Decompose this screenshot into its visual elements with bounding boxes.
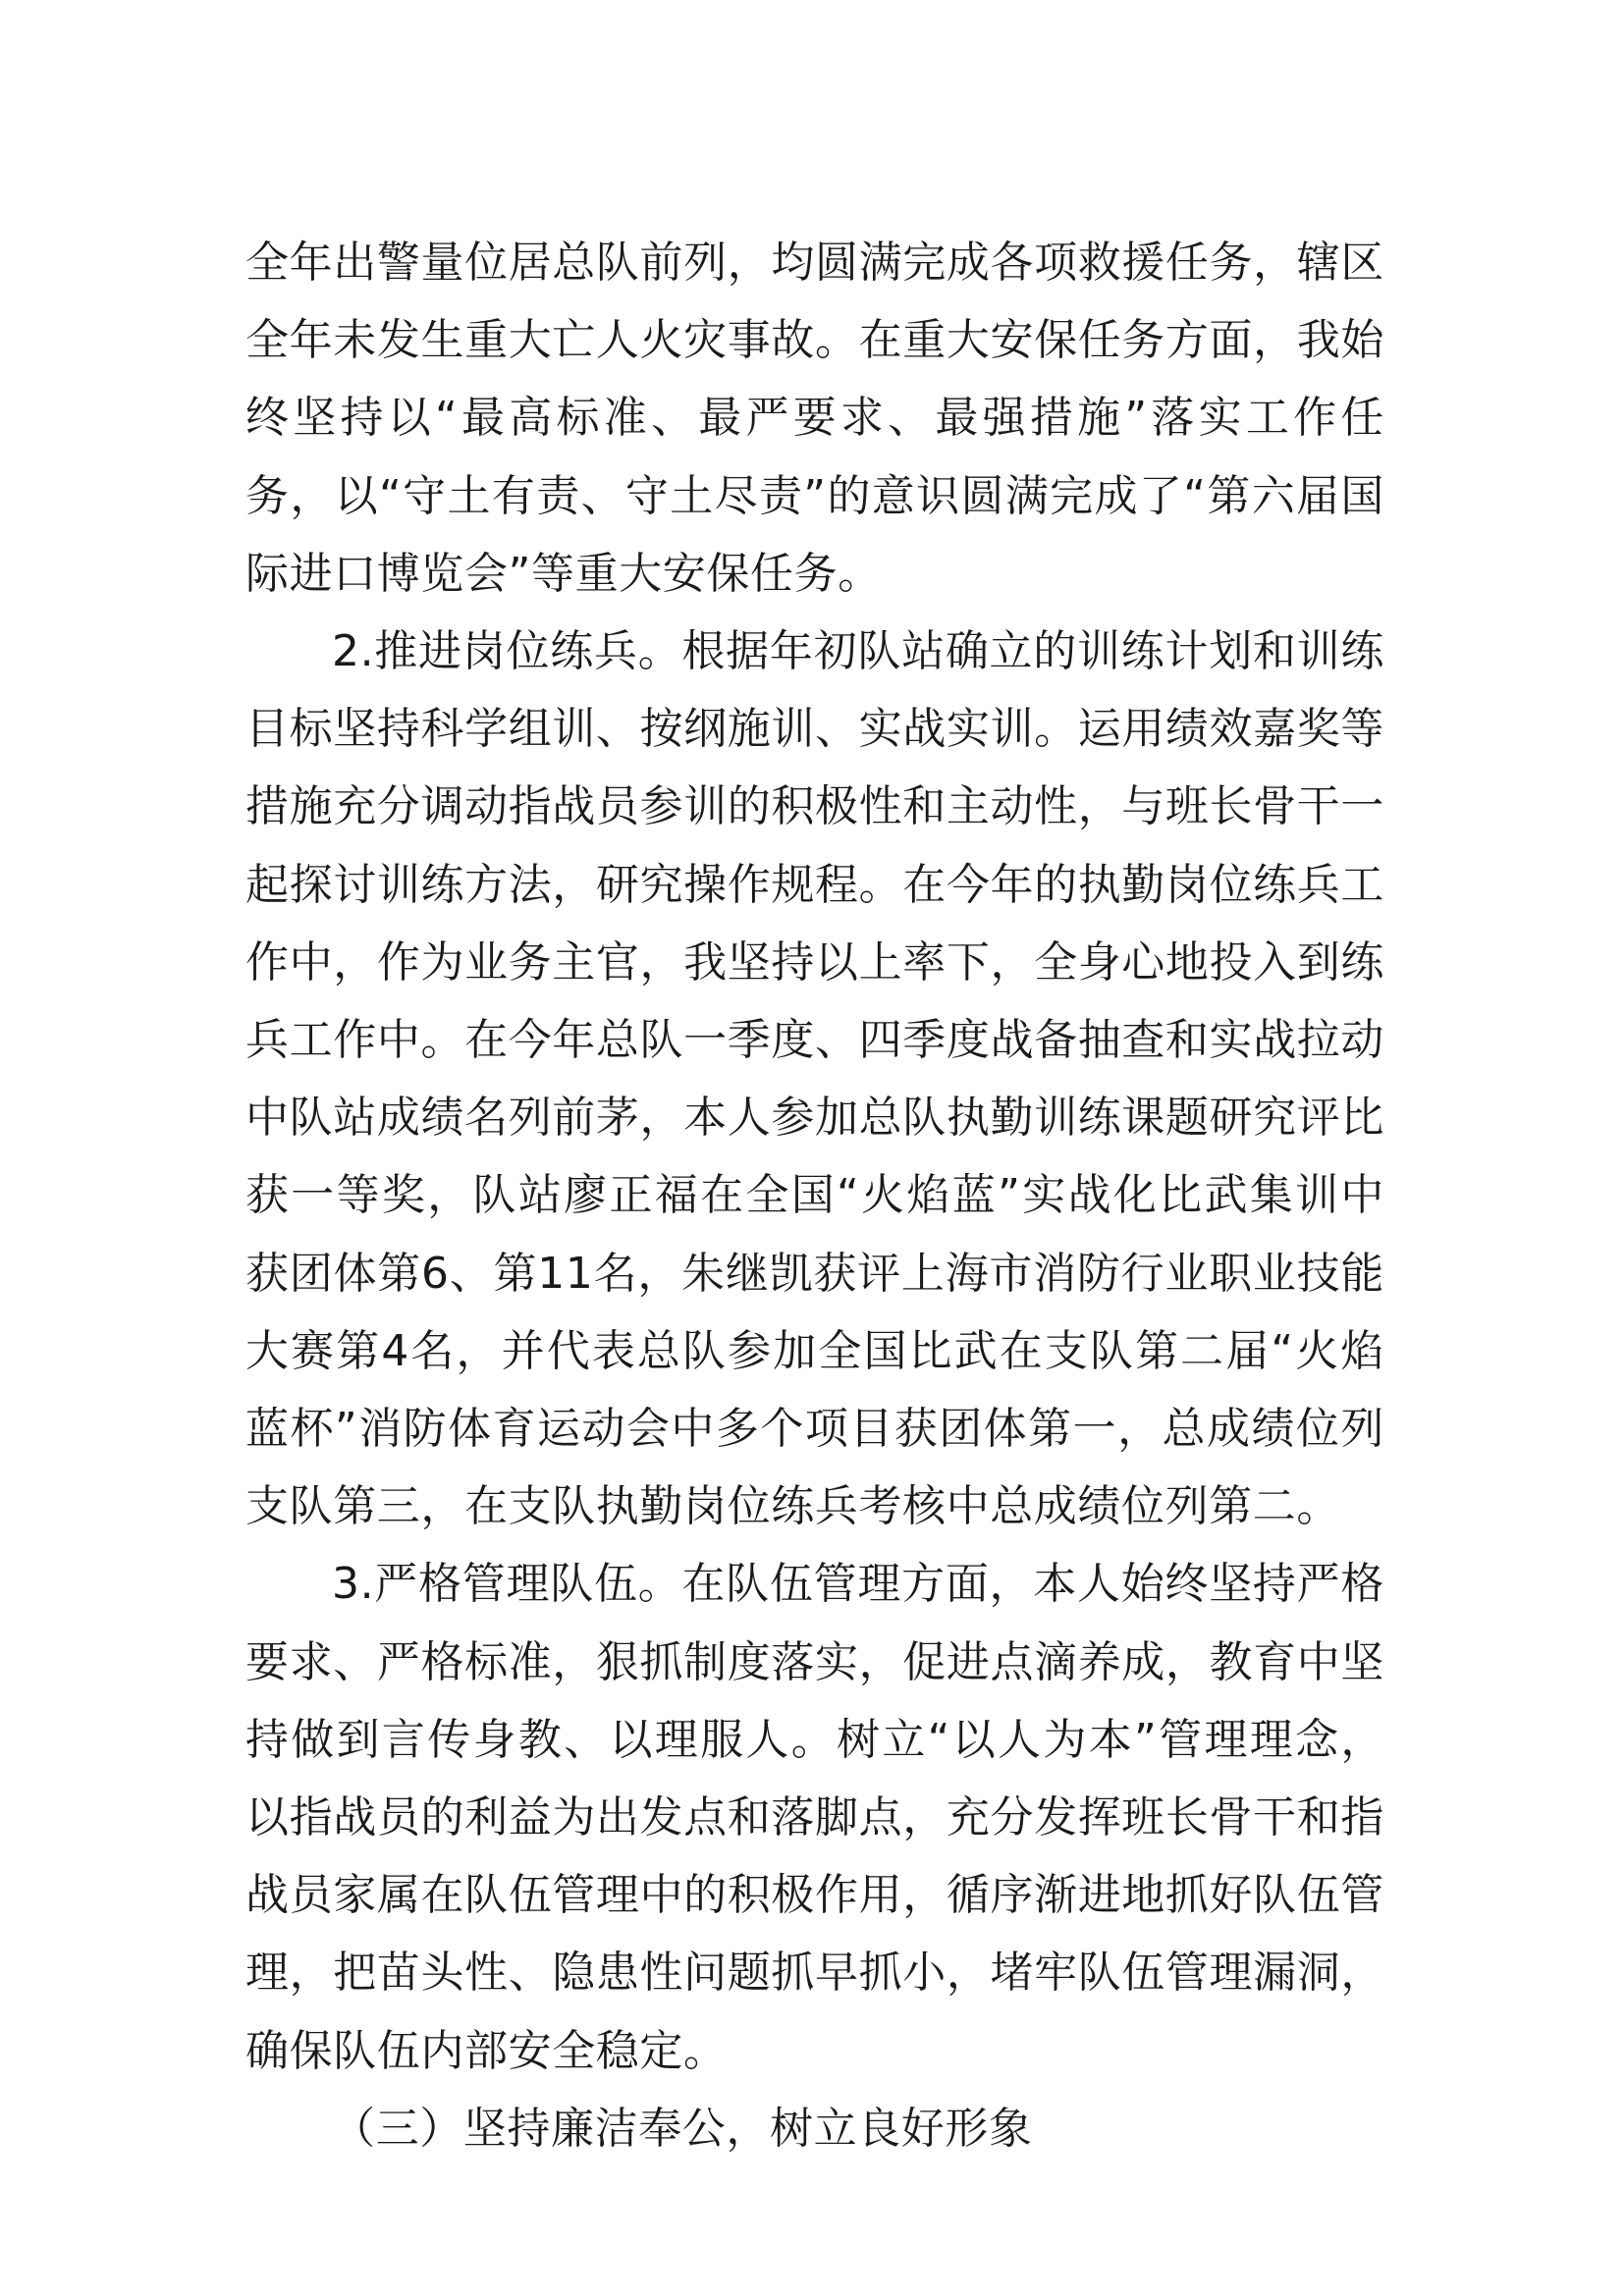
- section-heading: （三）坚持廉洁奉公，树立良好形象: [332, 2103, 1033, 2154]
- paragraph-team-management: 3.严格管理队伍。在队伍管理方面，本人始终坚持严格要求、严格标准，狠抓制度落实，促进点滴养成，教育中坚持做到言传身教、以理服人。树立“以人为本”管理理念，以指战员的利益为出发点和落脚点，充分发挥班长骨干和指战员家属在队伍管理中的积极作用，循序渐进地抓好队伍管理，把苗头性、隐患性问题抓早抓小，堵牢队伍管理漏洞，确保队伍内部安全稳定。: [245, 1559, 1384, 2076]
- paragraph-continuation: 全年出警量位居总队前列，均圆满完成各项救援任务，辖区全年未发生重大亡人火灾事故。在重大安保任务方面，我始终坚持以“最高标准、最严要求、最强措施”落实工作任务，以“守土有责、守土尽责”的意识圆满完成了“第六届国际进口博览会”等重大安保任务。: [245, 238, 1384, 599]
- document-body: [245, 224, 1384, 2167]
- paragraph-job-training: 2.推进岗位练兵。根据年初队站确立的训练计划和训练目标坚持科学组训、按纲施训、实战实训。运用绩效嘉奖等措施充分调动指战员参训的积极性和主动性，与班长骨干一起探讨训练方法，研究操作规程。在今年的执勤岗位练兵工作中，作为业务主官，我坚持以上率下，全身心地投入到练兵工作中。在今年总队一季度、四季度战备抽查和实战拉动中队站成绩名列前茅，本人参加总队执勤训练课题研究评比获一等奖，队站廖正福在全国“火焰蓝”实战化比武集训中获团体第6、第11名，朱继凯获评上海市消防行业职业技能大赛第4名，并代表总队参加全国比武在支队第二届“火焰蓝杯”消防体育运动会中多个项目获团体第一，总成绩位列支队第三，在支队执勤岗位练兵考核中总成绩位列第二。: [245, 626, 1384, 1532]
